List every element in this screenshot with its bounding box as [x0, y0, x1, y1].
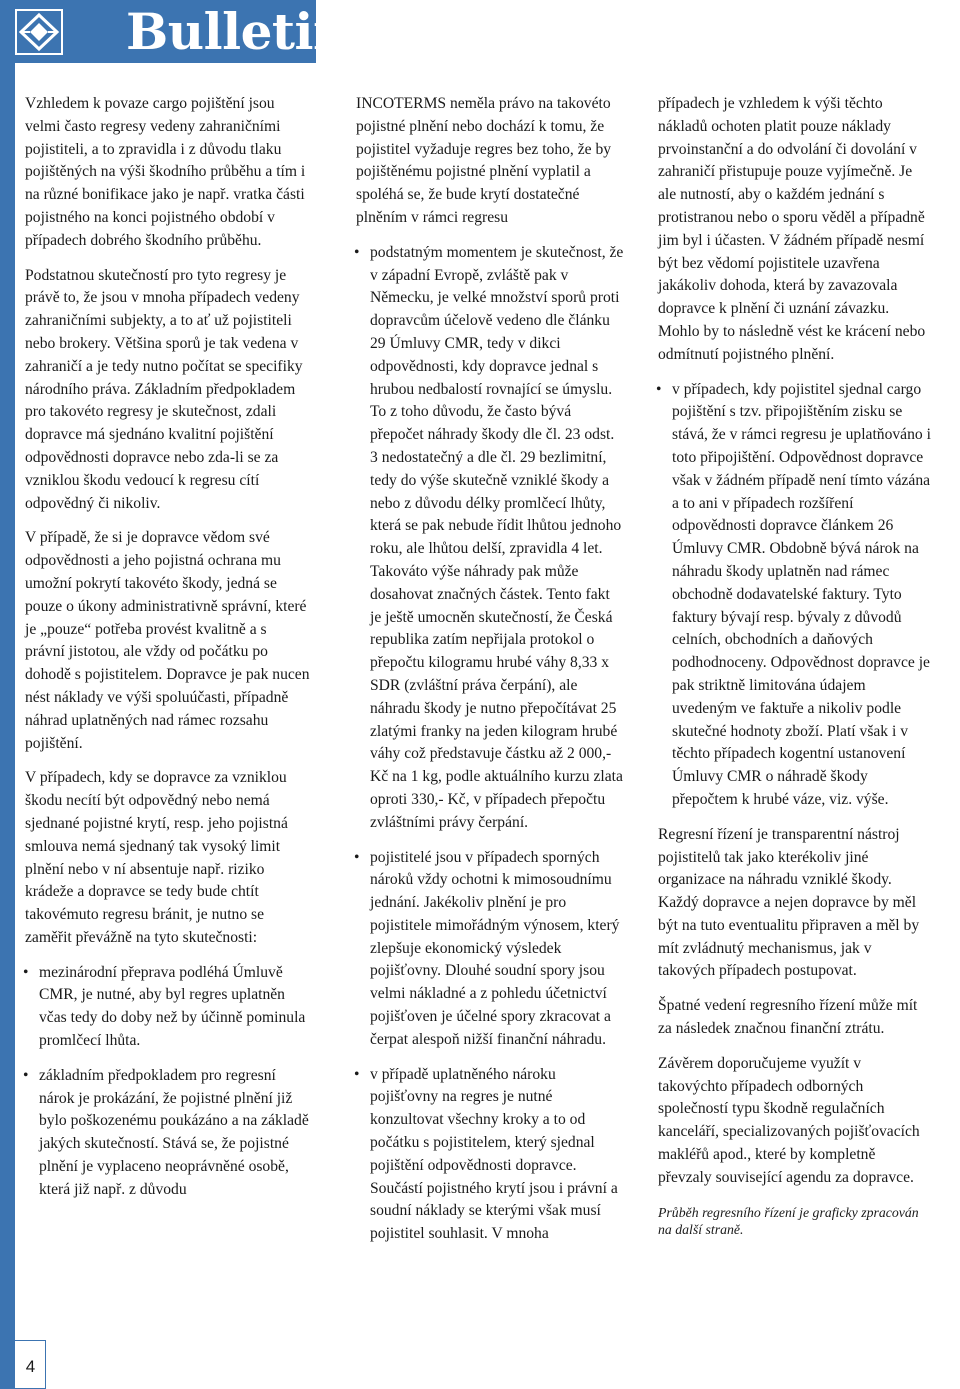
- paragraph: Špatné vedení regresního řízení může mít za následek značnou finanční ztrátu.: [658, 997, 918, 1038]
- paragraph: V případech, kdy se dopravce za vzniklou škodu necítí být odpovědný nebo nemá sjednané pojistné krytí, resp. jeho pojistná smlouva nemá sjednaný tak vysoký limit plnění nebo v ní absentuje např. riziko krádeže a dopravce se tedy bude chtít takovémuto regresu bránit, je nutno se zaměřit převážně na tyto skutečnosti:: [25, 769, 288, 946]
- paragraph: Závěrem doporučujeme využít v takovýchto případech odborných společností typu škodně regulačních kanceláří, specializovaných pojišťovacích makléřů apod., které by kompletně převzaly související agendu za dopravce.: [658, 1054, 920, 1186]
- header-banner: [0, 0, 349, 63]
- paragraph: V případě, že si je dopravce vědom své odpovědnosti a jeho pojistná ochrana mu umožní pokrytí takovéto škody, jedná se pouze o úkony administrativně správní, které je „pouze“ potřeba provést kvalitně a s právní jistotou, ale vždy od počátku po dohodě s pojistitelem. Dopravce je pak nucen nést náklady ve výši spoluúčasti, případně náhrad uplatněných nad rámec rozsahu pojištění.: [25, 529, 310, 752]
- bulletin-logo-icon: [14, 8, 64, 56]
- page-number: 4: [25, 1357, 36, 1376]
- list-item: • mezinárodní přeprava podléhá Úmluvě CMR, je nutné, aby byl regres uplatněn včas tedy do doby než by účinně pominula promlčecí lhůta.: [25, 962, 310, 1053]
- column-left: [25, 93, 310, 1214]
- paragraph: INCOTERMS neměla právo na takovéto pojistné plnění nebo dochází k tomu, že pojistitel vyžaduje regres bez toho, že by pojištěnému pojistné plnění vyplatil a spoléhá se, že bude krytí dostatečné plněním v rámci regresu: [356, 95, 612, 226]
- paragraph: Podstatnou skutečností pro tyto regresy je právě to, že jsou v mnoha případech vedeny zahraničními subjekty, a to ať už pojistiteli nebo brokery. Většina sporů je tak vedena v zahraničí a je tedy nutno počítat se specifiky národního práva. Základním předpokladem pro takovéto regresy je skutečnost, zdali dopravce má sjednáno kvalitní pojištění odpovědnosti dopravce nebo zda-li se za vzniklou škodu vedoucí k regresu cítí odpovědný či nikoliv.: [25, 266, 303, 512]
- column-middle: [356, 93, 624, 1258]
- bullet-list: [25, 962, 310, 1202]
- page-title: Bulletin: [126, 2, 349, 61]
- paragraph: případech je vzhledem k výši těchto nákladů ochoten platit pouze náklady prvoinstanční a do odvolání či dovolání v zahraničí přistupuje pouze vyjímečně. Je ale nutností, aby o každém jednání s protistranou nebo o sporu věděl a případně jim byl i účasten. V žádném případě nesmí být bez vědomí pojistitele uzavřena jakákoliv dohoda, která by zavazovala dopravce k plnění či uznání závazku. Mohlo by to následně vést ke krácení nebo odmítnutí pojistného plnění.: [658, 95, 926, 363]
- paragraph: Vzhledem k povaze cargo pojištění jsou velmi často regresy vedeny zahraničními pojistiteli, a to zpravidla i z důvodu tlaku pojištěných na výši škodního průběhu a tím i na různé bonifikace jako je např. vratka části pojistného na konci pojistného období v případech dobrého škodního průběhu.: [25, 95, 306, 249]
- list-item: • pojistitelé jsou v případech sporných nároků vždy ochotni k mimosoudnímu jednání. Jakékoliv plnění je pro pojistitele mimořádným výnosem, který zlepšuje ekonomický výsledek pojišťovny. Dlouhé soudní spory jsou velmi nákladné a z pohledu účetnictví pojišťoven je účelné spory zkracovat a čerpat alespoň nižší finanční náhradu.: [356, 847, 624, 1052]
- figure-note: Průběh regresního řízení je graficky zpracován na další straně.: [658, 1204, 919, 1238]
- page-number-box: [15, 1340, 46, 1389]
- list-item: • základním předpokladem pro regresní nárok je prokázání, že pojistné plnění již bylo poškozenému poukázáno a na základě jakých skutečností. Stává se, že pojistné plnění je vyplaceno neoprávněné osobě, která již např. z důvodu: [25, 1065, 310, 1202]
- left-color-bar: [0, 0, 15, 1389]
- list-item: • podstatným momentem je skutečnost, že v západní Evropě, zvláště pak v Německu, je velké množství sporů proti dopravcům účelově vedeno dle článku 29 Úmluvy CMR, tedy v dikci odpovědnosti, kdy dopravce jednal s hrubou nedbalostí rovnající se úmyslu. To z toho důvodu, že často bývá přepočet náhrady škody dle čl. 23 odst. 3 nedostatečný a dle čl. 29 bezlimitní, tedy do výše skutečně vzniklé škody a nebo z důvodu délky promlčecí lhůty, která se pak nebude řídit lhůtou jednoho roku, ale lhůtou delší, zpravidla 4 let. Takováto výše náhrady pak může dosahovat značných částek. Tento fakt je ještě umocněn skutečností, že Česká republika zatím nepřijala protokol o přepočtu kilogramu hrubé váhy 8,33 x SDR (zvláštní práva čerpání), ale náhradu škody je nutno přepočítávat 25 zlatými franky na jeden kilogram hrubé váhy což představuje částku až 2 000,- Kč na 1 kg, podle aktuálního kurzu zlata oproti 330,- Kč, v případech přepočtu zvláštními právy čerpání.: [356, 242, 624, 835]
- column-right: [658, 93, 932, 1239]
- paragraph: Regresní řízení je transparentní nástroj pojistitelů tak jako kterékoliv jiné organizace na náhradu vzniklé škody. Každý dopravce a nejen dopravce by měl být na tuto eventualitu připraven a měl by mít zvládnutý mechanismus, jak v takových případech postupovat.: [658, 825, 920, 980]
- list-item: • v případě uplatněného nároku pojišťovny na regres je nutné konzultovat všechny kroky a to od počátku s pojistitelem, který sjednal pojištění odpovědnosti dopravce. Součástí pojistného krytí jsou i právní a soudní náklady se kterými však musí pojistitel souhlasit. V mnoha: [356, 1064, 624, 1246]
- bullet-list: [356, 242, 624, 1246]
- bullet-list: [658, 379, 932, 812]
- list-item: • v případech, kdy pojistitel sjednal cargo pojištění s tzv. připojištěním zisku se stává, že v rámci regresu je uplatňováno i toto připojištění. Odpovědnost dopravce však v žádném případě není tímto vázána a to ani v případech rozšíření odpovědnosti dopravce článkem 26 Úmluvy CMR. Obdobně bývá nárok na náhradu škody uplatněn nad rámec obchodně dodavatelské faktury. Tyto faktury bývají resp. bývaly z důvodů celních, obchodních a daňových podhodnoceny. Odpovědnost dopravce je pak striktně limitována údajem uvedeným ve faktuře a nikoliv podle skutečné hodnoty zboží. Platí však i v těchto případech kogentní ustanovení Úmluvy CMR o náhradě škody přepočtem k hrubé váze, viz. výše.: [658, 379, 932, 812]
